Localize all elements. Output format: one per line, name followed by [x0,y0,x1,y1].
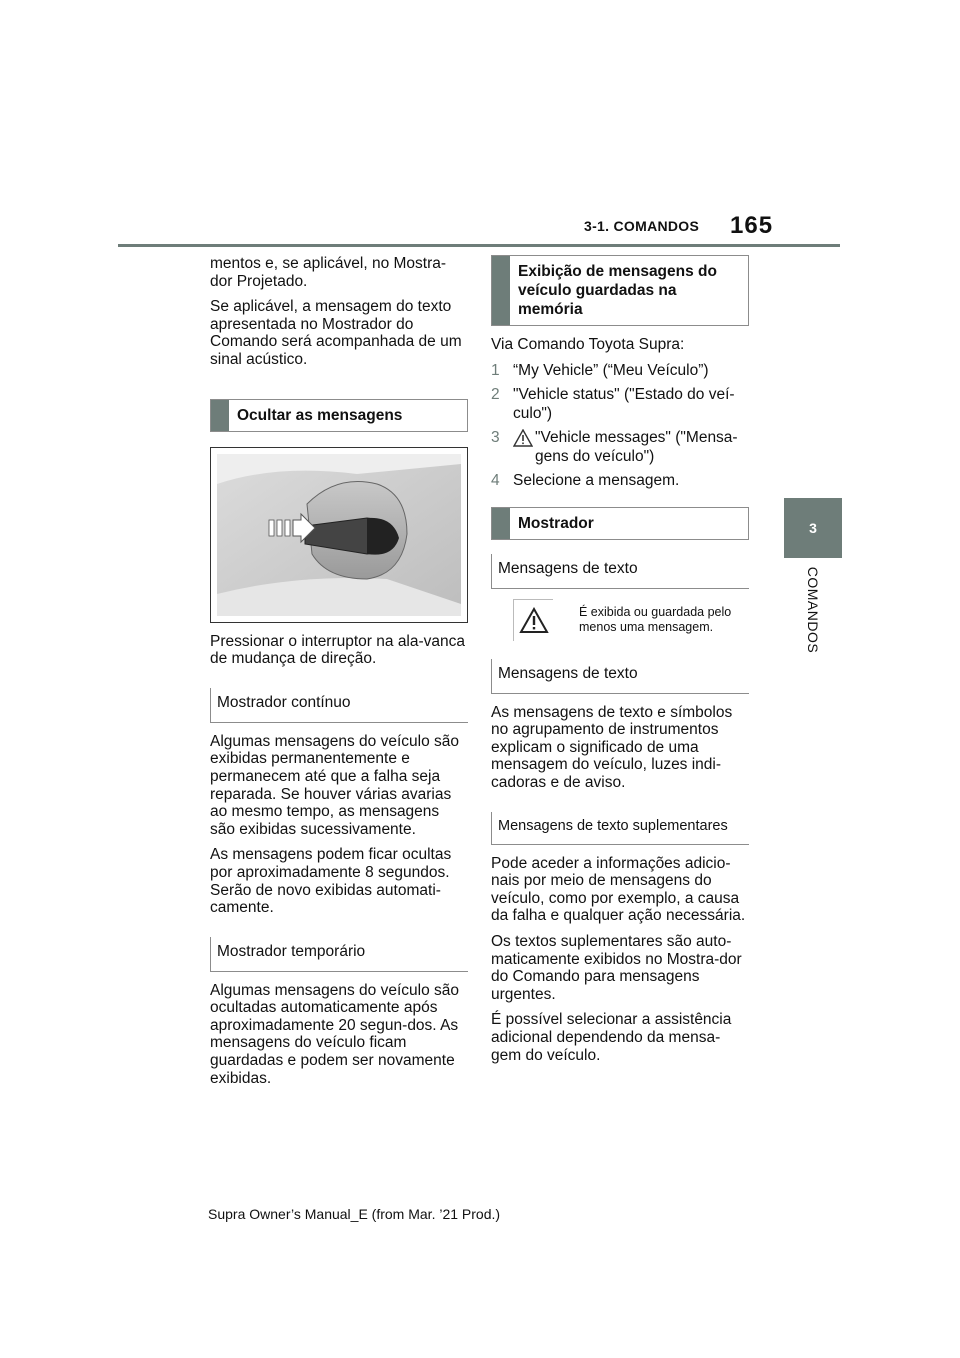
turn-signal-lever-illustration [210,447,468,623]
warning-triangle-icon [513,429,533,447]
chapter-label: COMANDOS [805,566,821,654]
heading-continuous-display: Mostrador contínuo [210,688,468,723]
left-paragraph-1: mentos e, se aplicável, no Mostra-dor Projetado. [210,255,447,290]
left-paragraph-2: Se aplicável, a mensagem do texto apresentada no Mostrador do Comando será acompanhada de um sinal acústico. [210,298,462,368]
illustration-caption: Pressionar o interruptor na ala-vanca de mudança de direção. [210,632,466,668]
left-paragraph-3: Algumas mensagens do veículo são exibidas permanentemente e permanecem até que a falha seja reparada. Se houver várias avarias ao mesmo tempo, as mensagens são exibidas sucessivamente. [210,732,460,838]
step-1: 1 “My Vehicle” (“Meu Veículo”) [491,361,709,379]
left-paragraph-4: As mensagens podem ficar ocultas por aproximadamente 8 segundos. Serão de novo exibidas automati-camente. [210,846,452,917]
heading-hide-messages: Ocultar as mensagens [210,399,468,432]
step-2: 2 "Vehicle status" ("Estado do veí-culo") [491,386,735,422]
footer-text: Supra Owner’s Manual_E (from Mar. ’21 Prod.) [208,1206,501,1222]
steps-list [491,362,749,491]
warning-triangle-icon [519,607,549,634]
right-paragraph-4: É possível selecionar a assistência adicional dependendo da mensa-gem do veículo. [491,1011,732,1064]
right-column [491,255,749,1072]
page-number: 165 [730,212,774,239]
heading-temporary-display: Mostrador temporário [210,937,468,972]
heading-display: Mostrador [491,507,749,540]
chapter-number: 3 [809,520,817,536]
chapter-tab[interactable] [784,498,842,558]
warning-symbol-box [513,599,553,641]
heading-supplementary-text: Mensagens de texto suplementares [491,812,749,845]
warning-description: É exibida ou guardada pelo menos uma mensagem. [579,604,732,634]
heading-text-messages-2: Mensagens de texto [491,659,749,694]
left-column [210,255,468,1095]
right-paragraph-1: As mensagens de texto e símbolos no agrupamento de instrumentos explicam o significado de uma mensagem do veículo, luzes indi-cadoras e de aviso. [491,703,733,791]
heading-stored-messages: Exibição de mensagens do veículo guardadas na memória [491,255,749,326]
step-4: 4 Selecione a mensagem. [491,472,680,490]
step-3: 3 "Vehicle messages" ("Mensa-gens do veículo") [491,429,738,465]
header-rule [118,244,840,247]
warning-symbol-row [491,595,749,649]
right-paragraph-3: Os textos suplementares são auto-maticamente exibidos no Mostra-dor do Comando para mensagens urgentes. [491,932,742,1003]
right-paragraph-2: Pode aceder a informações adicio-nais por meio de mensagens do veículo, como por exemplo, a causa da falha e qualquer ação necessária. [491,854,746,925]
left-paragraph-5: Algumas mensagens do veículo são ocultadas automaticamente após aproximadamente 20 segun-dos. As mensagens do veículo ficam guardadas e podem ser novamente exibidas. [210,981,460,1087]
heading-text-messages-1: Mensagens de texto [491,554,749,589]
section-title: 3-1. COMANDOS [584,218,700,234]
right-intro: Via Comando Toyota Supra: [491,336,685,353]
